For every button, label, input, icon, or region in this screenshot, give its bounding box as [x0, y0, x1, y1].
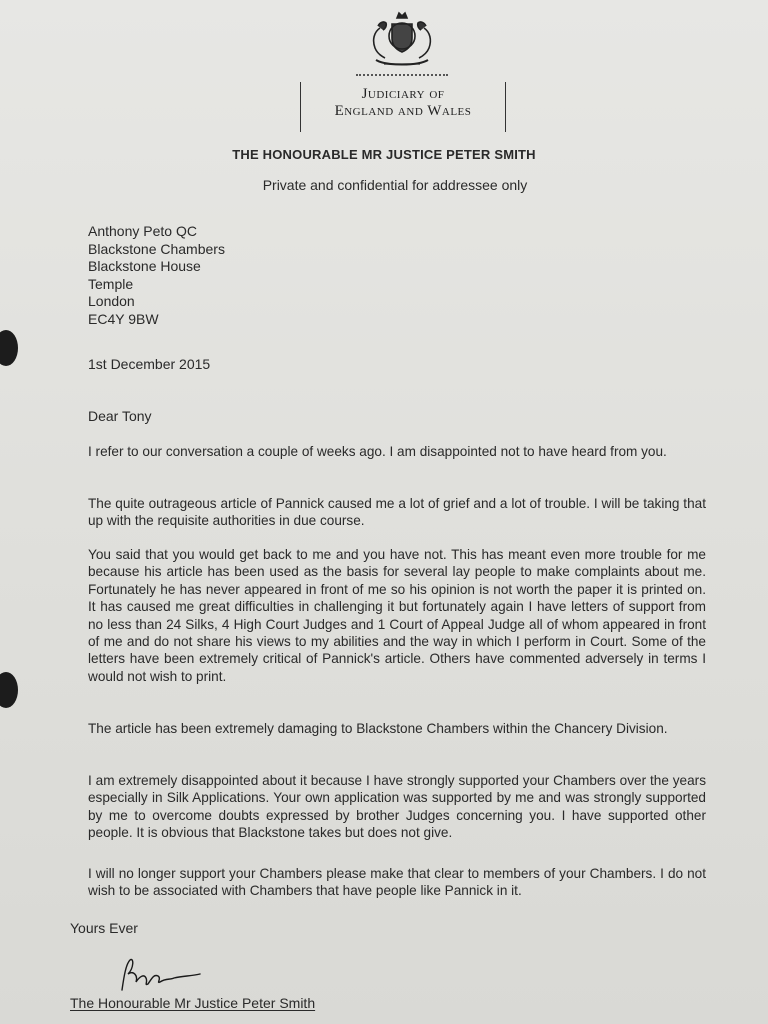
closing: Yours Ever: [70, 920, 138, 936]
crest-divider: [356, 74, 448, 76]
address-line: Blackstone Chambers: [88, 240, 225, 257]
paragraph-1: I refer to our conversation a couple of weeks ago. I am disappointed not to have heard from you.: [88, 444, 667, 459]
paragraph-5: I am extremely disappointed about it because I have strongly supported your Chambers over the years especially in Silk Applications. Your own application was supported by me and was strongly supported by me to overcome doubts expressed by brother Judges concerning you. I have supported other people. It is obvious that Blackstone takes but does not give.: [88, 773, 706, 841]
signature-name: The Honourable Mr Justice Peter Smith: [70, 995, 316, 1011]
confidential-note: Private and confidential for addressee only: [262, 177, 528, 193]
judiciary-line-1: Judiciary of: [361, 86, 445, 102]
paragraph-3: You said that you would get back to me and you have not. This has meant even more trouble for me because his article has been used as the basis for several lay people to make complaints about me. Fortunately he has never appeared in front of me so his opinion is not worth the paper it is printed on. It has caused me great difficulties in challenging it but fortunately again I have letters of support from no less than 24 Silks, 4 High Court Judges and 1 Court of Appeal Judge all of whom appeared in front of me and do not share his views to my abilities and the way in which I perform in Court. Some of the letters have been extremely critical of Pannick's article. Others have commented adversely in terms I would not wish to print.: [88, 547, 706, 684]
paragraph-4: The article has been extremely damaging to Blackstone Chambers within the Chancery Division.: [88, 721, 668, 736]
judiciary-line-2: England and Wales: [334, 103, 472, 119]
royal-coat-of-arms-icon: [366, 8, 438, 72]
address-line: London: [88, 293, 135, 309]
recipient-address: [88, 223, 225, 328]
address-line: Blackstone House: [88, 258, 201, 274]
paragraph-6: I will no longer support your Chambers please make that clear to members of your Chambers. I do not wish to be associated with Chambers that have people like Pannick in it.: [88, 866, 706, 899]
address-line: Temple: [88, 275, 134, 292]
punch-hole-upper: [0, 330, 18, 366]
judiciary-block: [300, 82, 506, 132]
salutation: Dear Tony: [88, 408, 152, 424]
punch-hole-lower: [0, 672, 18, 708]
address-line: EC4Y 9BW: [88, 310, 159, 327]
address-line: Anthony Peto QC: [88, 223, 197, 239]
judge-title: THE HONOURABLE MR JUSTICE PETER SMITH: [232, 147, 536, 162]
paragraph-2: The quite outrageous article of Pannick caused me a lot of grief and a lot of trouble. I will be taking that up with the requisite authorities in due course.: [88, 496, 706, 529]
handwritten-signature-icon: [110, 950, 230, 998]
letter-date: 1st December 2015: [88, 356, 211, 372]
